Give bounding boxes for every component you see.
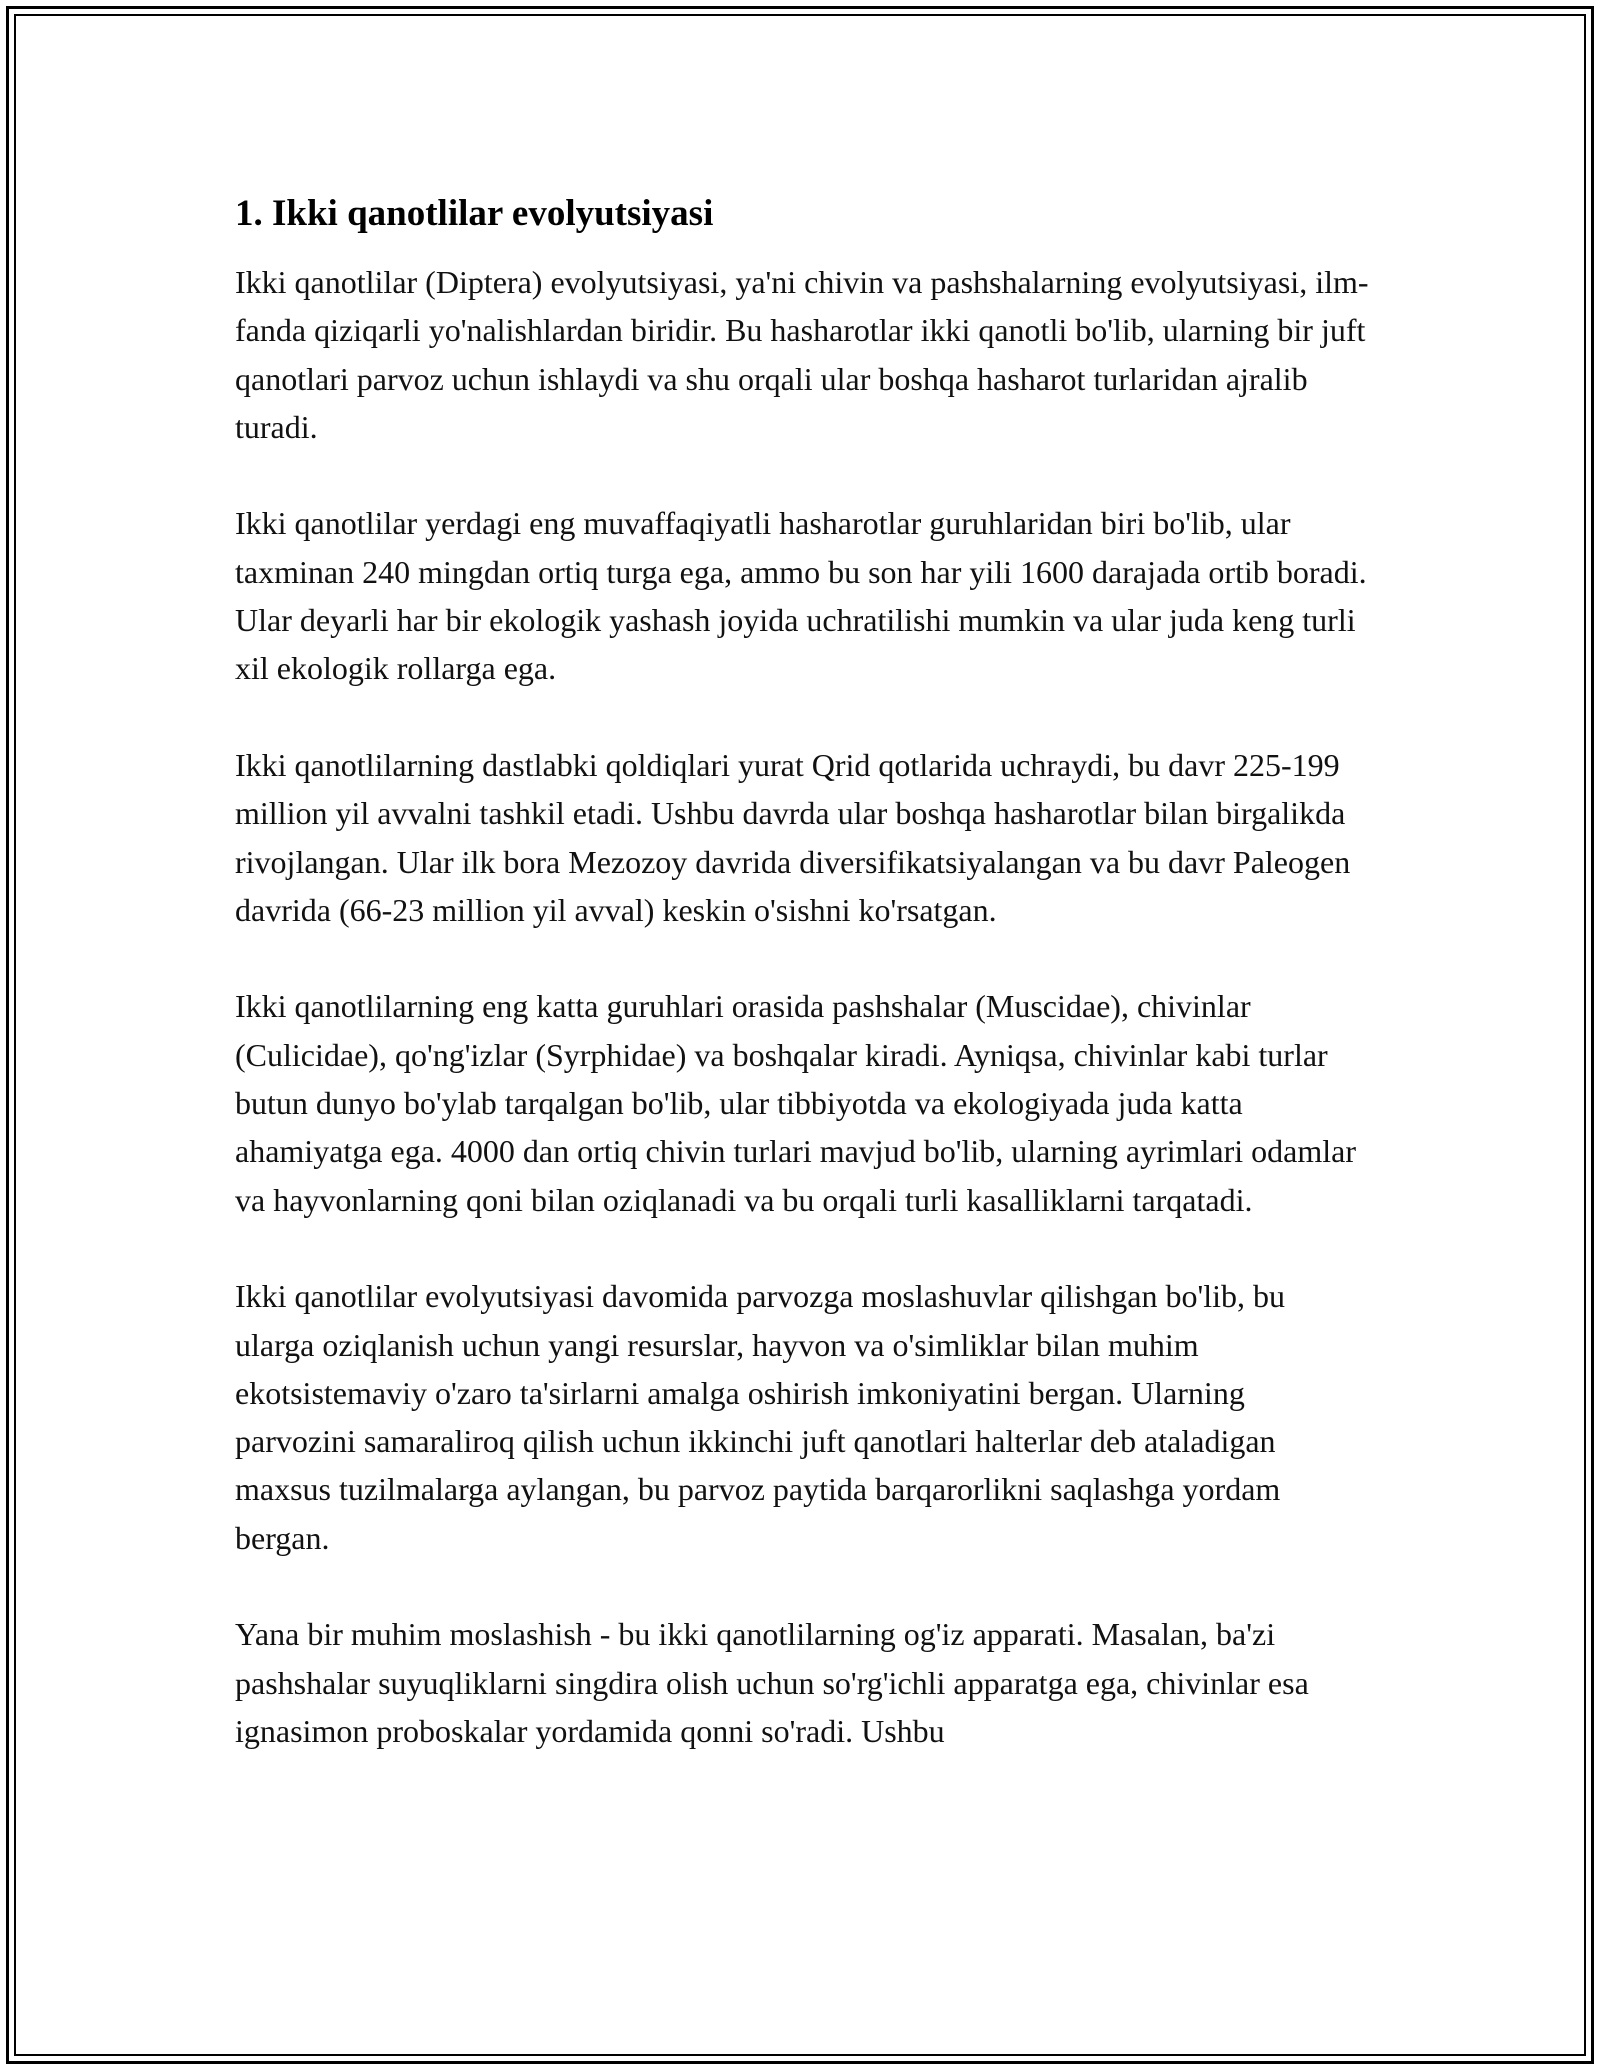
- paragraph-5: Ikki qanotlilar evolyutsiyasi davomida parvozga moslashuvlar qilishgan bo'lib, bu ularga oziqlanish uchun yangi resurslar, hayvon va o'simliklar bilan muhim ekotsistemaviy o'zaro ta'sirlarni amalga oshirish imkoniyatini bergan. Ularning parvozini samaraliroq qilish uchun ikkinchi juft qanotlari halterlar deb ataladigan maxsus tuzilmalarga aylangan, bu parvoz paytida barqarorlikni saqlashga yordam bergan.: [235, 1278, 1286, 1556]
- paragraph-4: Ikki qanotlilarning eng katta guruhlari orasida pashshalar (Muscidae), chivinlar (Culicidae), qo'ng'izlar (Syrphidae) va boshqalar kiradi. Ayniqsa, chivinlar kabi turlar butun dunyo bo'ylab tarqalgan bo'lib, ular tibbiyotda va ekologiyada juda katta ahamiyatga ega. 4000 dan ortiq chivin turlari mavjud bo'lib, ularning ayrimlari odamlar va hayvonlarning qoni bilan oziqlanadi va bu orqali turli kasalliklarni tarqatadi.: [235, 988, 1356, 1218]
- paragraph-3: Ikki qanotlilarning dastlabki qoldiqlari yurat Qrid qotlarida uchraydi, bu davr 225-199 million yil avvalni tashkil etadi. Ushbu davrda ular boshqa hasharotlar bilan birgalikda rivojlangan. Ular ilk bora Mezozoy davrida diversifikatsiyalangan va bu davr Paleogen davrida (66-23 million yil avval) keskin o'sishni ko'rsatgan.: [235, 746, 1351, 928]
- paragraph-1: Ikki qanotlilar (Diptera) evolyutsiyasi, ya'ni chivin va pashshalarning evolyutsiyasi, ilm-fanda qiziqarli yo'nalishlardan biridir. Bu hasharotlar ikki qanotli bo'lib, ularning bir juft qanotlari parvoz uchun ishlaydi va shu orqali ular boshqa hasharot turlaridan ajralib turadi.: [235, 264, 1369, 445]
- section-heading: 1. Ikki qanotlilar evolyutsiyasi: [235, 193, 714, 234]
- document-body: [235, 188, 1370, 1804]
- paragraph-2: Ikki qanotlilar yerdagi eng muvaffaqiyatli hasharotlar guruhlaridan biri bo'lib, ular taxminan 240 mingdan ortiq turga ega, ammo bu son har yili 1600 darajada ortib boradi. Ular deyarli har bir ekologik yashash joyida uchratilishi mumkin va ular juda keng turli xil ekologik rollarga ega.: [235, 505, 1367, 687]
- paragraph-6: Yana bir muhim moslashish - bu ikki qanotlilarning og'iz apparati. Masalan, ba'zi pashshalar suyuqliklarni singdira olish uchun so'rg'ichli apparatga ega, chivinlar esa ignasimon proboskalar yordamida qonni so'radi. Ushbu: [235, 1616, 1309, 1749]
